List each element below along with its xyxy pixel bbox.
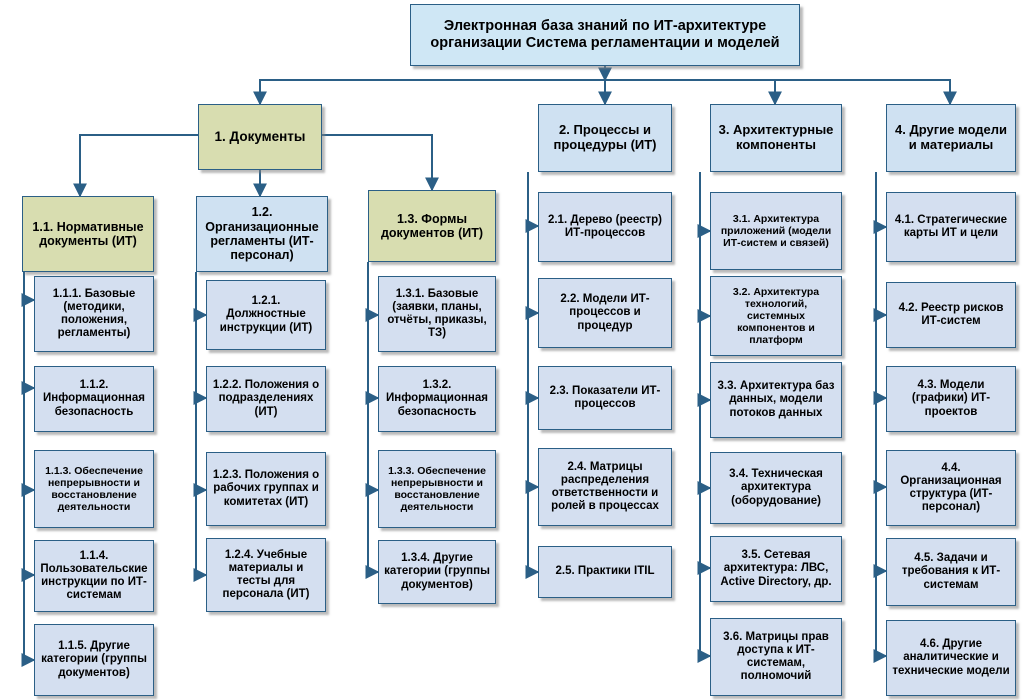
item-1-2-4-label: 1.2.4. Учебные материалы и тесты для персонала (ИТ) xyxy=(222,548,310,601)
item-1-1-3-label: 1.1.3. Обеспечение непрерывности и восстановление деятельности xyxy=(45,464,143,514)
item-2-2[interactable] xyxy=(538,278,672,348)
item-3-3[interactable] xyxy=(710,362,842,438)
item-4-4[interactable] xyxy=(886,450,1016,526)
branch-2-processes[interactable] xyxy=(538,104,672,172)
item-2-2-label: 2.2. Модели ИТ-процессов и процедур xyxy=(560,293,650,332)
branch-1-documents[interactable] xyxy=(198,104,322,170)
item-1-1-1[interactable] xyxy=(34,276,154,352)
item-1-2-2[interactable] xyxy=(206,366,326,432)
item-3-6-label: 3.6. Матрицы прав доступа к ИТ-системам, полномочий xyxy=(723,630,829,683)
item-1-1-1-label: 1.1.1. Базовые (методики, положения, регламенты) xyxy=(52,287,136,340)
item-4-5-label: 4.5. Задачи и требования к ИТ-системам xyxy=(901,552,1001,591)
item-1-1-2[interactable] xyxy=(34,366,154,432)
item-1-3-4[interactable] xyxy=(378,540,496,604)
item-1-3-4-label: 1.3.4. Другие категории (группы документов) xyxy=(384,552,490,591)
item-1-1-5[interactable] xyxy=(34,624,154,696)
item-1-1-2-label: 1.1.2. Информационная безопасность xyxy=(43,379,145,418)
item-4-3[interactable] xyxy=(886,366,1016,432)
item-2-1[interactable] xyxy=(538,192,672,262)
group-1-3-label: 1.3. Формы документов (ИТ) xyxy=(380,211,484,240)
group-1-3-document-forms[interactable] xyxy=(368,190,496,262)
group-1-1-normative-docs[interactable] xyxy=(22,196,154,272)
group-1-2-label: 1.2. Организационные регламенты (ИТ-персонал) xyxy=(205,205,319,263)
item-1-1-5-label: 1.1.5. Другие категории (группы документов) xyxy=(41,640,147,679)
item-2-4[interactable] xyxy=(538,448,672,526)
item-4-1[interactable] xyxy=(886,192,1016,262)
item-1-1-4-label: 1.1.4. Пользовательские инструкции по ИТ-системам xyxy=(40,549,148,602)
item-2-3[interactable] xyxy=(538,366,672,430)
item-1-1-3[interactable] xyxy=(34,450,154,528)
group-1-2-org-regulations[interactable] xyxy=(196,196,328,272)
item-1-3-3-label: 1.3.3. Обеспечение непрерывности и восстановление деятельности xyxy=(388,464,486,514)
branch-3-label: 3. Архитектурные компоненты xyxy=(718,122,834,152)
item-3-2-label: 3.2. Архитектура технологий, системных компонентов и платформ xyxy=(732,285,820,347)
item-1-3-1-label: 1.3.1. Базовые (заявки, планы, отчёты, приказы, ТЗ) xyxy=(387,287,487,340)
root-node[interactable] xyxy=(410,4,800,66)
item-1-2-4[interactable] xyxy=(206,538,326,612)
item-2-5[interactable] xyxy=(538,546,672,598)
item-2-4-label: 2.4. Матрицы распределения ответственности и ролей в процессах xyxy=(551,460,659,513)
item-2-1-label: 2.1. Дерево (реестр) ИТ-процессов xyxy=(547,213,663,239)
item-3-2[interactable] xyxy=(710,276,842,356)
item-1-3-2-label: 1.3.2. Информационная безопасность xyxy=(386,379,488,418)
branch-4-label: 4. Другие модели и материалы xyxy=(895,122,1007,152)
item-4-6[interactable] xyxy=(886,620,1016,696)
item-4-5[interactable] xyxy=(886,538,1016,606)
item-1-3-2[interactable] xyxy=(378,366,496,432)
item-4-4-label: 4.4. Организационная структура (ИТ-персонал) xyxy=(900,461,1002,514)
item-1-2-3-label: 1.2.3. Положения о рабочих группах и комитетах (ИТ) xyxy=(212,469,320,508)
item-1-3-1[interactable] xyxy=(378,276,496,352)
item-4-2[interactable] xyxy=(886,282,1016,348)
item-1-2-2-label: 1.2.2. Положения о подразделениях (ИТ) xyxy=(212,379,320,418)
item-4-6-label: 4.6. Другие аналитические и технические модели xyxy=(892,638,1010,677)
branch-2-label: 2. Процессы и процедуры (ИТ) xyxy=(553,122,657,152)
item-1-2-3[interactable] xyxy=(206,452,326,526)
group-1-1-label: 1.1. Нормативные документы (ИТ) xyxy=(32,219,144,248)
branch-3-architecture[interactable] xyxy=(710,104,842,172)
item-3-1[interactable] xyxy=(710,192,842,270)
item-4-2-label: 4.2. Реестр рисков ИТ-систем xyxy=(898,301,1004,327)
branch-1-label: 1. Документы xyxy=(214,129,306,145)
item-3-3-label: 3.3. Архитектура баз данных, модели потоков данных xyxy=(717,380,835,419)
item-2-3-label: 2.3. Показатели ИТ-процессов xyxy=(549,384,661,410)
branch-4-other-models[interactable] xyxy=(886,104,1016,172)
item-3-4-label: 3.4. Техническая архитектура (оборудование) xyxy=(729,468,823,507)
root-label: Электронная база знаний по ИТ-архитектуре организации Система регламентации и моделей xyxy=(430,18,780,51)
item-1-1-4[interactable] xyxy=(34,540,154,612)
item-1-2-1[interactable] xyxy=(206,280,326,350)
item-3-6[interactable] xyxy=(710,618,842,696)
item-3-1-label: 3.1. Архитектура приложений (модели ИТ-систем и связей) xyxy=(720,212,832,250)
item-3-4[interactable] xyxy=(710,452,842,524)
item-1-3-3[interactable] xyxy=(378,450,496,528)
item-3-5[interactable] xyxy=(710,536,842,602)
item-3-5-label: 3.5. Сетевая архитектура: ЛВС, Active Directory, др. xyxy=(720,549,832,588)
item-1-2-1-label: 1.2.1. Должностные инструкции (ИТ) xyxy=(219,295,313,334)
item-2-5-label: 2.5. Практики ITIL xyxy=(555,565,655,578)
item-4-1-label: 4.1. Стратегические карты ИТ и цели xyxy=(894,213,1008,239)
item-4-3-label: 4.3. Модели (графики) ИТ-проектов xyxy=(911,379,991,418)
